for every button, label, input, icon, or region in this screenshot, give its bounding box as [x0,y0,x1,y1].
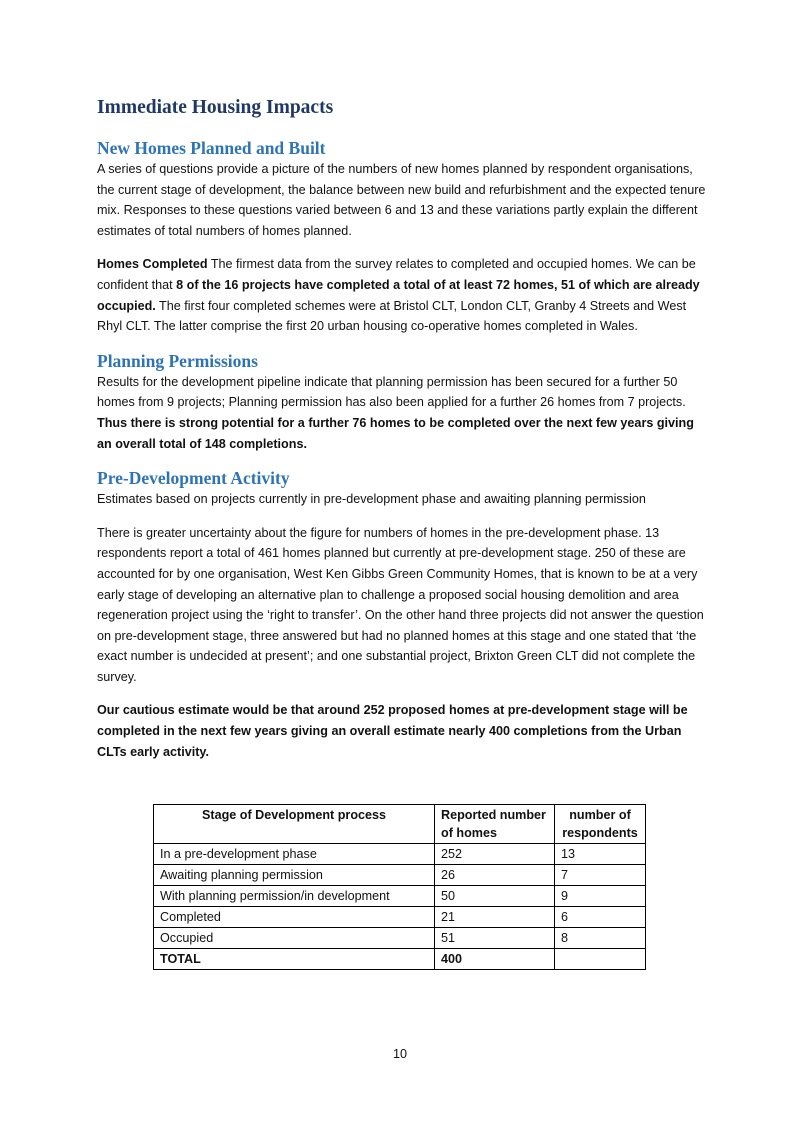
table-cell: 252 [435,844,555,865]
table-header-stage: Stage of Development process [154,805,435,844]
table-row [154,844,646,865]
section-title-new-homes: New Homes Planned and Built [97,138,326,158]
homes-completed-paragraph [97,254,707,336]
new-homes-paragraph: A series of questions provide a picture of the numbers of new homes planned by respondent organisations, the current stage of development, the balance between new build and refurbishment and the expected tenure mix. Responses to these questions varied between 6 and 13 and these variations partly explain the different estimates of total numbers of homes planned. [97,162,706,238]
pre-development-intro: Estimates based on projects currently in pre-development phase and awaiting planning permission [97,492,646,507]
table-header-respondents: number of respondents [555,805,646,844]
table-cell: Occupied [154,928,435,949]
estimate-highlight: Our cautious estimate would be that around 252 proposed homes at pre-development stage will be completed in the next few years giving an overall estimate nearly 400 completions from the Urban CLTs early activity. [97,703,688,759]
table-row [154,886,646,907]
estimate-paragraph [97,700,707,762]
table-row [154,865,646,886]
table-cell: Awaiting planning permission [154,865,435,886]
planning-text: Results for the development pipeline indicate that planning permission has been secured for a further 50 homes from 9 projects; Planning permission has also been applied for a further 26 homes from 7 projects. [97,374,686,410]
table-cell: Completed [154,907,435,928]
table-cell: With planning permission/in development [154,886,435,907]
development-stage-table [153,804,646,970]
table-cell: 7 [555,865,646,886]
table-cell: 51 [435,928,555,949]
table-total-label: TOTAL [154,949,435,970]
pre-development-paragraph: There is greater uncertainty about the figure for numbers of homes in the pre-development phase. 13 respondents report a total of 461 homes planned but currently at pre-development stage. 250 of these are accounted for by one organisation, West Ken Gibbs Green Community Homes, that is known to be at a very early stage of developing an alternative plan to challenge a proposed social housing demolition and area regeneration project using the ‘right to transfer’. On the other hand three projects did not answer the question on pre-development stage, three answered but had no planned homes at this stage and one stated that ‘the exact number is undecided at present’; and one substantial project, Brixton Green CLT did not complete the survey. [97,525,704,684]
table-header-row [154,805,646,844]
table-cell: 50 [435,886,555,907]
table-row [154,928,646,949]
table-cell: 9 [555,886,646,907]
planning-paragraph [97,372,707,454]
table-cell: 6 [555,907,646,928]
table-cell: 21 [435,907,555,928]
table-total-homes: 400 [435,949,555,970]
section-title-planning: Planning Permissions [97,350,258,371]
homes-completed-text-a: The firmest data from the survey relates to completed and occupied homes. We can be confident that [97,257,696,292]
page-content [97,96,707,762]
homes-completed-lead: Homes Completed [97,257,208,272]
section-title-pre-development: Pre-Development Activity [97,468,290,489]
table-cell: 13 [555,844,646,865]
table-header-homes: Reported number of homes [435,805,555,844]
page-heading: Immediate Housing Impacts [97,97,334,118]
table-cell: In a pre-development phase [154,844,435,865]
table-row [154,907,646,928]
table-total-respondents [555,949,646,970]
homes-completed-highlight: 8 of the 16 projects have completed a total of at least 72 homes, 51 of which are already occupied. [97,277,700,313]
table-cell: 26 [435,865,555,886]
page-number: 10 [392,1047,407,1061]
table-cell: 8 [555,928,646,949]
planning-highlight: Thus there is strong potential for a further 76 homes to be completed over the next few years giving an overall total of 148 completions. [97,415,694,451]
table-total-row [154,949,646,970]
homes-completed-text-b: The first four completed schemes were at Bristol CLT, London CLT, Granby 4 Streets and West Rhyl CLT. The latter comprise the first 20 urban housing co-operative homes completed in Wales. [97,298,687,334]
